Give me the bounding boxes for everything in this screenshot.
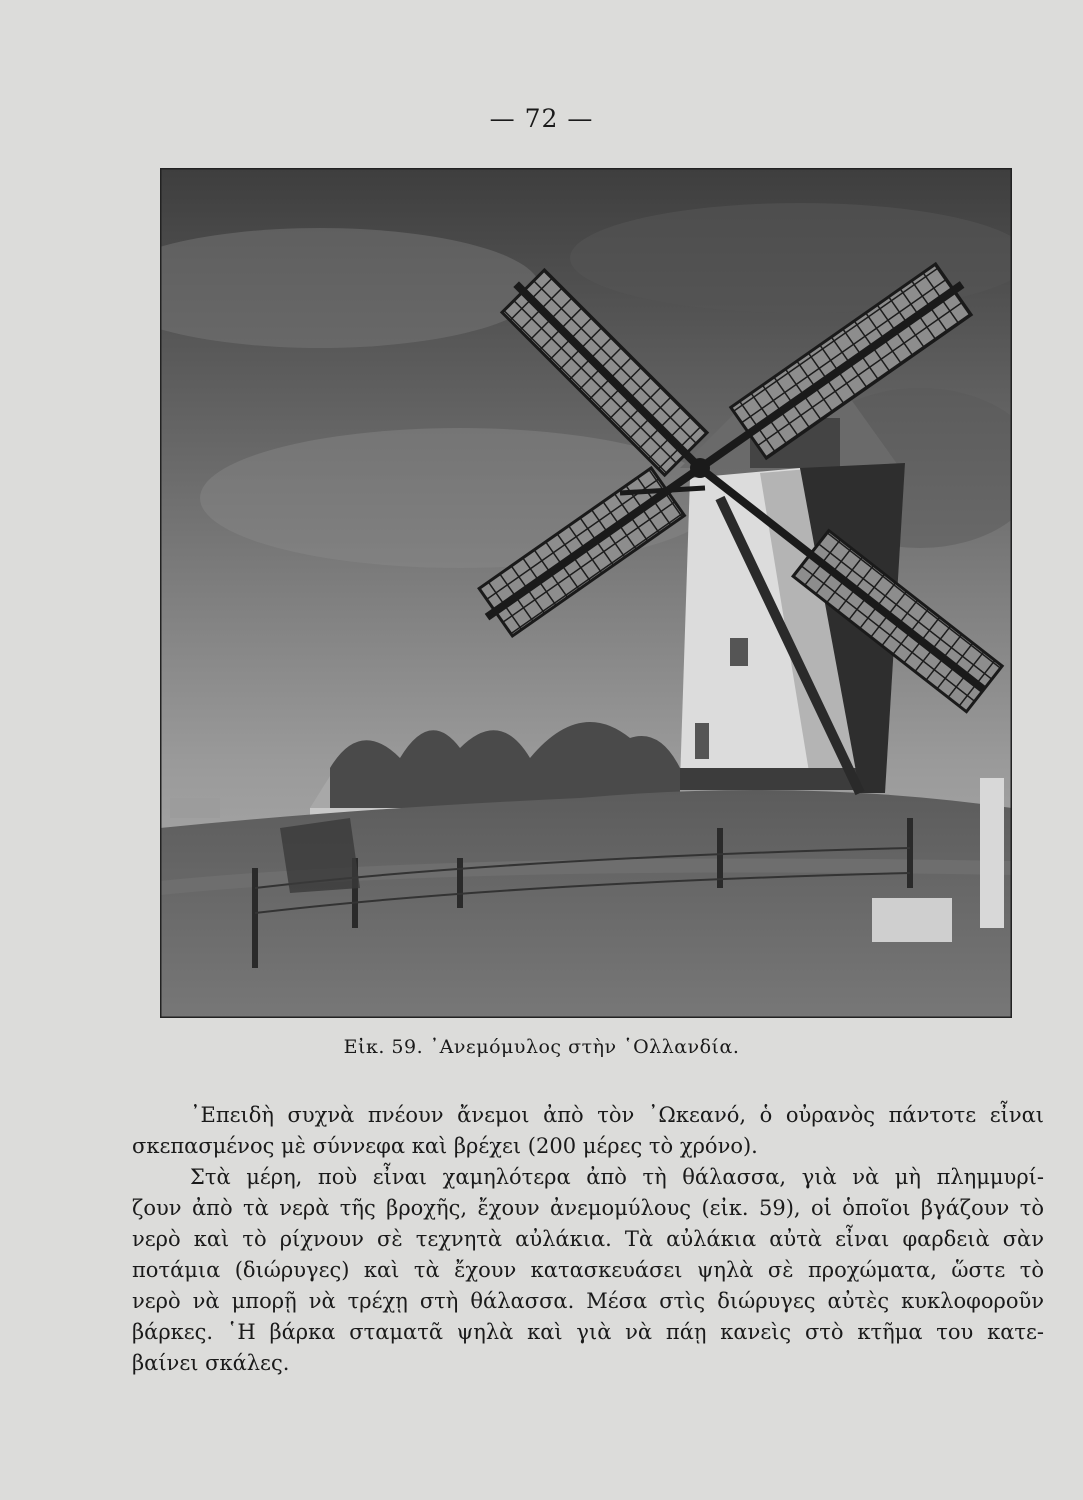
windmill-photo	[160, 168, 1012, 1018]
text-line: νερὸ καὶ τὸ ρίχνουν σὲ τεχνητὰ αὐλάκια. Τὰ αὐλάκια αὐτὰ εἶναι φαρδειὰ σὰν	[132, 1227, 1044, 1251]
text-line: σκεπασμένος μὲ σύννεφα καὶ βρέχει (200 μέρες τὸ χρόνο).	[132, 1134, 758, 1158]
body-text	[132, 1100, 1044, 1379]
text-line: ζουν ἀπὸ τὰ νερὰ τῆς βροχῆς, ἔχουν ἀνεμομύλους (εἰκ. 59), οἱ ὁποῖοι βγάζουν τὸ	[132, 1196, 1044, 1220]
text-line: νερὸ νὰ μπορῇ νὰ τρέχῃ στὴ θάλασσα. Μέσα στὶς διώρυγες αὐτὲς κυκλοφοροῦν	[132, 1289, 1044, 1313]
text-line: ποτάμια (διώρυγες) καὶ τὰ ἔχουν κατασκευάσει ψηλὰ σὲ προχώματα, ὥστε τὸ	[132, 1258, 1044, 1282]
figure-caption: Εἰκ. 59. ᾿Ανεμόμυλος στὴν ῾Ολλανδία.	[343, 1036, 740, 1058]
text-line: βάρκες. ῾Η βάρκα σταματᾶ ψηλὰ καὶ γιὰ νὰ πάῃ κανεὶς στὸ κτῆμα του κατε-	[132, 1320, 1044, 1344]
text-line: ᾿Επειδὴ συχνὰ πνέουν ἄνεμοι ἀπὸ τὸν ᾿Ωκεανό, ὁ οὐρανὸς πάντοτε εἶναι	[190, 1103, 1044, 1127]
text-line: Στὰ μέρη, ποὺ εἶναι χαμηλότερα ἀπὸ τὴ θάλασσα, γιὰ νὰ μὴ πλημμυρί-	[190, 1165, 1044, 1189]
paragraph-2	[132, 1162, 1044, 1379]
text-line: βαίνει σκάλες.	[132, 1351, 290, 1375]
paragraph-1	[132, 1100, 1044, 1162]
page-number: — 72 —	[489, 104, 594, 133]
